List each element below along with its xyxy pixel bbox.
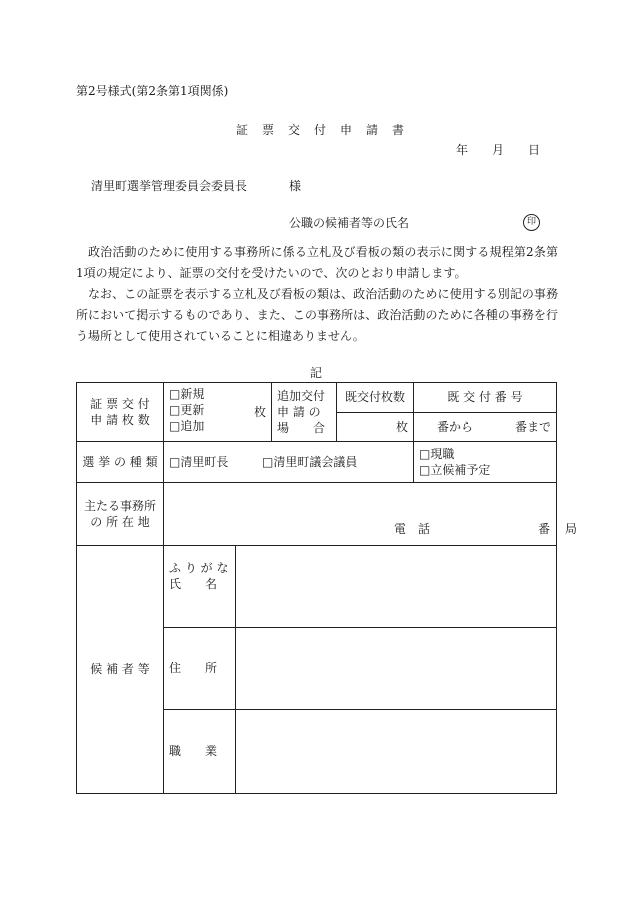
issued-number-label: 既 交 付 番 号	[414, 383, 557, 413]
addressee: 清里町選挙管理委員会委員長	[91, 179, 248, 193]
number-from: 番から	[437, 419, 474, 434]
checkbox-incumbent[interactable]: □現職	[419, 446, 455, 461]
additional-label-1: 追加交付	[277, 388, 326, 403]
paragraph-2: なお、この証票を表示する立札及び看板の類は、政治活動のために使用する別記の事務所において掲示するものであり、また、この事務所は、政治活動のために各種の事務を行う場所として使用されていることに相違ありません。	[76, 287, 558, 343]
election-type-cell	[164, 442, 414, 483]
application-table	[76, 382, 578, 794]
name-label: 氏 名	[169, 577, 218, 592]
checkbox-renew[interactable]: □更新	[169, 403, 205, 418]
checkbox-add[interactable]: □追加	[169, 419, 205, 434]
furigana-name-label-cell	[164, 546, 236, 628]
issued-count-label: 既交付枚数	[337, 383, 414, 413]
count-unit: 枚	[253, 405, 266, 419]
additional-label-2: 申 請 の	[277, 404, 321, 419]
date-year: 年	[456, 143, 469, 157]
date-month: 月	[492, 143, 505, 157]
checkbox-mayor[interactable]: □清里町長	[169, 454, 229, 469]
phone-label: 電 話	[394, 521, 431, 536]
application-count-label-1: 証 票 交 付	[90, 396, 150, 411]
checkbox-council[interactable]: □清里町議会議員	[262, 454, 358, 469]
number-to: 番まで	[514, 419, 551, 434]
paragraph-1: 政治活動のために使用する事務所に係る立札及び看板の類の表示に関する規程第2条第1項の規定により、証票の交付を受けたいので、次のとおり申請します。	[76, 245, 558, 280]
address-label: 住 所	[164, 628, 236, 710]
form-number: 第2号様式(第2条第1項関係)	[76, 84, 229, 98]
office-label-cell	[77, 483, 164, 546]
office-address-field[interactable]	[164, 483, 578, 546]
occupation-field[interactable]	[236, 710, 557, 794]
additional-label-cell	[272, 383, 337, 442]
phone-number: 番	[537, 521, 550, 536]
issued-number-range[interactable]	[414, 413, 557, 442]
office-label-1: 主たる事務所	[83, 498, 156, 513]
issued-count-unit[interactable]: 枚	[337, 413, 414, 442]
application-count-label-2: 申 請 枚 数	[90, 413, 150, 427]
status-cell	[414, 442, 557, 483]
furigana-label: ふ り が な	[169, 561, 229, 575]
election-type-label: 選 挙 の 種 類	[77, 442, 164, 483]
occupation-label: 職 業	[164, 710, 236, 794]
office-label-2: の 所 在 地	[90, 515, 150, 529]
phone-exchange: 局	[565, 521, 578, 536]
additional-label-3: 場 合	[277, 421, 326, 436]
address-field[interactable]	[236, 628, 557, 710]
checkbox-prospective[interactable]: □立候補予定	[419, 463, 491, 477]
ki-label: 記	[310, 366, 323, 380]
applicant-name-label: 公職の候補者等の氏名	[289, 216, 410, 230]
application-type-cell	[164, 383, 272, 442]
form-title: 証 票 交 付 申 請 書	[236, 123, 406, 137]
checkbox-new[interactable]: □新規	[169, 387, 205, 401]
application-count-label-cell	[77, 383, 164, 442]
seal-mark: 印	[523, 214, 540, 231]
date-day: 日	[528, 143, 541, 157]
honorific: 様	[289, 179, 302, 193]
name-field[interactable]	[236, 546, 557, 628]
candidate-label: 候 補 者 等	[77, 546, 164, 794]
